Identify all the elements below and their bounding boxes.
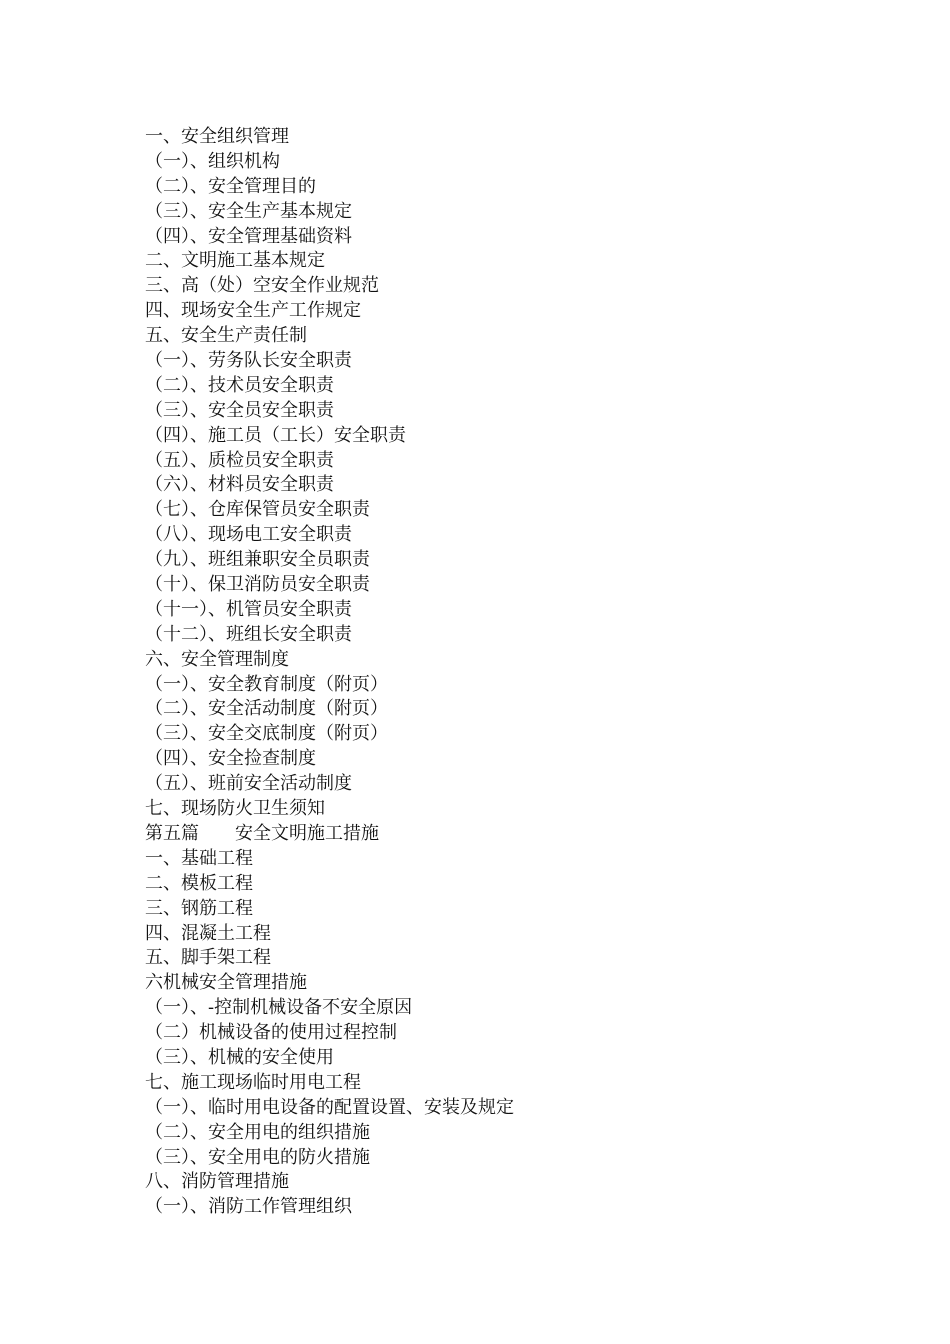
toc-entry: （三）、安全员安全职责 <box>145 399 334 421</box>
toc-entry: （一）、-控制机械设备不安全原因 <box>145 997 413 1019</box>
toc-entry: 第五篇 安全文明施工措施 <box>145 822 379 844</box>
toc-entry: （一）、临时用电设备的配置设置、安装及规定 <box>145 1096 514 1118</box>
toc-entry: （一）、组织机构 <box>145 150 280 172</box>
toc-entry: 五、安全生产责任制 <box>145 325 307 347</box>
toc-entry: （十）、保卫消防员安全职责 <box>145 574 370 596</box>
toc-entry: 四、混凝土工程 <box>145 922 271 944</box>
toc-entry: （二）、安全用电的组织措施 <box>145 1121 370 1143</box>
toc-entry: （三）、安全用电的防火措施 <box>145 1146 370 1168</box>
toc-entry: （四）、安全捡查制度 <box>145 748 316 770</box>
toc-entry: 三、高（处）空安全作业规范 <box>145 275 379 297</box>
toc-entry: 五、脚手架工程 <box>145 947 271 969</box>
toc-entry: （八）、现场电工安全职责 <box>145 524 352 546</box>
toc-entry: （二）、安全管理目的 <box>145 175 316 197</box>
toc-entry: （四）、安全管理基础资料 <box>145 225 352 247</box>
toc-entry: 二、模板工程 <box>145 872 253 894</box>
toc-entry: （二）机械设备的使用过程控制 <box>145 1022 397 1044</box>
toc-entry: （五）、班前安全活动制度 <box>145 773 352 795</box>
toc-entry: （二）、安全活动制度（附页） <box>145 698 388 720</box>
toc-entry: 二、文明施工基本规定 <box>145 250 325 272</box>
toc-entry: （十二）、班组长安全职责 <box>145 623 352 645</box>
toc-entry: 六机械安全管理措施 <box>145 972 307 994</box>
toc-entry: 七、现场防火卫生须知 <box>145 798 325 820</box>
toc-entry: （一）、消防工作管理组织 <box>145 1196 352 1218</box>
toc-entry: 七、施工现场临时用电工程 <box>145 1071 361 1093</box>
toc-entry: （二）、技术员安全职责 <box>145 374 334 396</box>
toc-entry: 四、现场安全生产工作规定 <box>145 300 361 322</box>
toc-entry: （六）、材料员安全职责 <box>145 474 334 496</box>
toc-entry: （三）、机械的安全使用 <box>145 1046 334 1068</box>
toc-entry: （九）、班组兼职安全员职责 <box>145 549 370 571</box>
toc-entry: （五）、质检员安全职责 <box>145 449 334 471</box>
toc-entry: （七）、仓库保管员安全职责 <box>145 499 370 521</box>
toc-entry: 三、钢筋工程 <box>145 897 253 919</box>
toc-entry: 八、消防管理措施 <box>145 1171 289 1193</box>
toc-entry: （三）、安全交底制度（附页） <box>145 723 388 745</box>
toc-entry: （一）、劳务队长安全职责 <box>145 350 352 372</box>
toc-entry: （一）、安全教育制度（附页） <box>145 673 388 695</box>
toc-entry: （三）、安全生产基本规定 <box>145 200 352 222</box>
table-of-contents <box>145 125 514 1220</box>
toc-entry: 一、基础工程 <box>145 847 253 869</box>
toc-entry: 六、安全管理制度 <box>145 648 289 670</box>
toc-entry: （十一）、机管员安全职责 <box>145 598 352 620</box>
toc-entry: （四）、施工员（工长）安全职责 <box>145 424 406 446</box>
toc-entry: 一、安全组织管理 <box>145 126 289 147</box>
